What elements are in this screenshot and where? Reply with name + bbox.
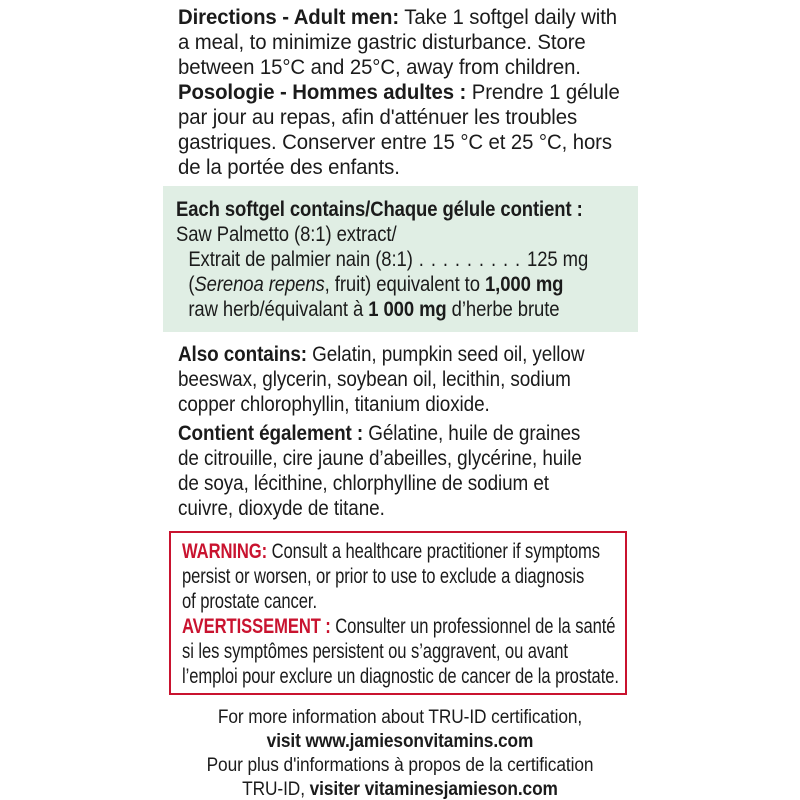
warning-fr-line3: l’emploi pour exclure un diagnostic de cancer de la prostate. bbox=[182, 665, 619, 688]
directions-fr-label: Posologie - Hommes adultes : bbox=[178, 81, 467, 104]
directions-en-line2: a meal, to minimize gastric disturbance. Store bbox=[178, 31, 586, 54]
dot-leader: . . . . . . . . . bbox=[412, 248, 528, 271]
contient-egalement-label: Contient également : bbox=[178, 422, 364, 445]
directions-section bbox=[178, 5, 648, 180]
latin-name: Serenoa repens bbox=[194, 273, 325, 296]
directions-en-line1: Directions - Adult men: Take 1 softgel daily with bbox=[178, 6, 618, 29]
directions-fr-line4: de la portée des enfants. bbox=[178, 156, 400, 179]
directions-en-label: Directions - Adult men: bbox=[178, 6, 400, 29]
warning-box bbox=[169, 531, 627, 695]
footer-en-line2 bbox=[36, 730, 764, 754]
also-contains-label: Also contains: bbox=[178, 343, 307, 366]
directions-en-line3: between 15°C and 25°C, away from children. bbox=[178, 56, 581, 79]
equivalent-amount-fr: 1 000 mg bbox=[368, 298, 447, 321]
directions-fr-line2: par jour au repas, afin d'atténuer les troubles bbox=[178, 106, 578, 129]
warning-en-line3: of prostate cancer. bbox=[182, 590, 317, 613]
equivalent-amount-en: 1,000 mg bbox=[484, 273, 564, 296]
also-contains-section bbox=[178, 342, 648, 521]
warning-fr-line1: AVERTISSEMENT : Consulter un professionnel de la santé bbox=[182, 615, 616, 638]
ingredients-source-line: Saw Palmetto (8:1) extract/ bbox=[176, 223, 397, 246]
warning-label: WARNING: bbox=[182, 540, 268, 563]
ingredients-extract-line: Extrait de palmier nain (8:1) . . . . . . . . . 125 mg bbox=[188, 248, 589, 271]
also-contains-en: Also contains: Gelatin, pumpkin seed oil, yellow beeswax, glycerin, soybean oil, lecithin, sodium copper chlorophyllin, titanium dioxide. bbox=[178, 343, 585, 416]
website-fr: visiter vitaminesjamieson.com bbox=[309, 779, 558, 800]
also-contains-fr: Contient également : Gélatine, huile de graines de citrouille, cire jaune d’abeilles, glycérine, huile de soya, lécithine, chlorphylline de sodium et cuivre, dioxyde de titane. bbox=[178, 422, 582, 520]
footer-en-line1: For more information about TRU-ID certification, bbox=[217, 707, 583, 728]
directions-fr-line3: gastriques. Conserver entre 15 °C et 25 °C, hors bbox=[178, 131, 612, 154]
footer-fr-line1: Pour plus d'informations à propos de la certification bbox=[206, 755, 594, 776]
website-en: visit www.jamiesonvitamins.com bbox=[266, 731, 534, 752]
directions-fr-line1: Posologie - Hommes adultes : Prendre 1 gélule bbox=[178, 81, 620, 104]
ingredients-heading: Each softgel contains/Chaque gélule contient : bbox=[176, 198, 583, 221]
ingredients-box bbox=[163, 186, 638, 332]
footer-info bbox=[0, 706, 800, 800]
warning-en-line2: persist or worsen, or prior to use to exclude a diagnosis bbox=[182, 565, 585, 588]
avertissement-label: AVERTISSEMENT : bbox=[182, 615, 331, 638]
warning-fr-line2: si les symptômes persistent ou s’aggravent, ou avant bbox=[182, 640, 568, 663]
ingredients-equivalent-fr: raw herb/équivalant à 1 000 mg d’herbe brute bbox=[188, 298, 560, 321]
footer-fr-line2: TRU-ID, visiter vitaminesjamieson.com bbox=[242, 779, 558, 800]
ingredient-amount: 125 mg bbox=[527, 248, 589, 271]
ingredients-equivalent-en: (Serenoa repens, fruit) equivalent to 1,000 mg bbox=[188, 273, 564, 296]
warning-en-line1: WARNING: Consult a healthcare practitioner if symptoms bbox=[182, 540, 600, 563]
